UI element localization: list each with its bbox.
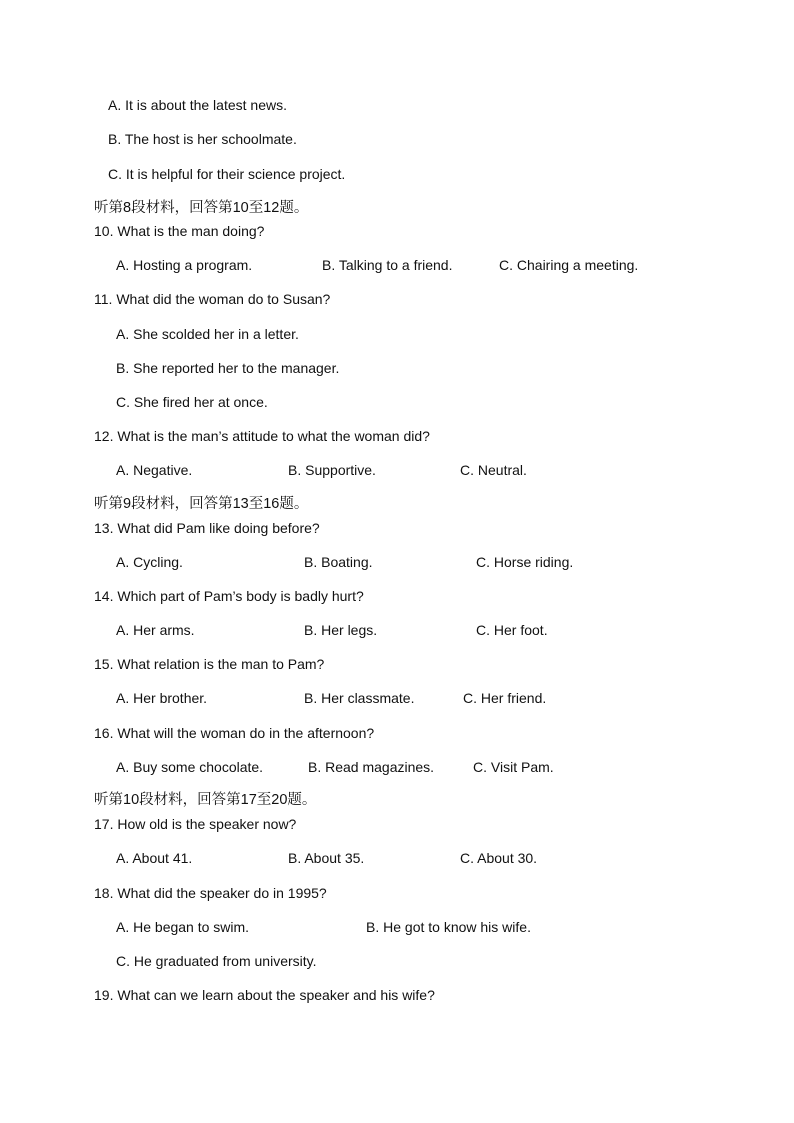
option-b: B. Talking to a friend.: [322, 257, 453, 273]
section-heading: 听第9段材料，回答第13至16题。: [94, 496, 309, 512]
question-19: 19. What can we learn about the speaker and his wife?: [94, 987, 435, 1003]
option-c: C. Neutral.: [460, 462, 527, 478]
question-17: 17. How old is the speaker now?: [94, 816, 297, 832]
option-a: A. Her brother.: [116, 690, 208, 706]
option-b: B. Her classmate.: [304, 690, 415, 706]
option-c: C. Horse riding.: [476, 554, 574, 570]
question-16: 16. What will the woman do in the afternoon?: [94, 725, 375, 741]
question-15: 15. What relation is the man to Pam?: [94, 656, 325, 672]
option-c: C. She fired her at once.: [116, 394, 268, 410]
option-a: A. Negative.: [116, 462, 193, 478]
question-13: 13. What did Pam like doing before?: [94, 520, 320, 536]
section-heading: 听第8段材料，回答第10至12题。: [94, 200, 309, 216]
option-a: A. Buy some chocolate.: [116, 759, 264, 775]
option-b: B. Her legs.: [304, 622, 378, 638]
option-c: C. Her foot.: [476, 622, 548, 638]
question-12: 12. What is the man’s attitude to what the woman did?: [94, 428, 430, 444]
option-c: C. Chairing a meeting.: [499, 257, 639, 273]
option-a: A. It is about the latest news.: [108, 97, 287, 113]
question-11: 11. What did the woman do to Susan?: [94, 291, 331, 307]
option-b: B. The host is her schoolmate.: [108, 131, 297, 147]
question-18: 18. What did the speaker do in 1995?: [94, 885, 327, 901]
question-10: 10. What is the man doing?: [94, 223, 265, 239]
option-b: B. Boating.: [304, 554, 373, 570]
question-14: 14. Which part of Pam’s body is badly hurt?: [94, 588, 364, 604]
option-c: C. About 30.: [460, 850, 538, 866]
option-b: B. Read magazines.: [308, 759, 435, 775]
option-b: B. About 35.: [288, 850, 365, 866]
option-c: C. Her friend.: [463, 690, 547, 706]
option-a: A. Hosting a program.: [116, 257, 253, 273]
option-b: B. She reported her to the manager.: [116, 360, 340, 376]
option-c: C. He graduated from university.: [116, 953, 317, 969]
option-a: A. Cycling.: [116, 554, 183, 570]
option-b: B. He got to know his wife.: [366, 919, 531, 935]
option-b: B. Supportive.: [288, 462, 376, 478]
option-c: C. It is helpful for their science project.: [108, 166, 346, 182]
option-a: A. Her arms.: [116, 622, 195, 638]
option-a: A. She scolded her in a letter.: [116, 326, 299, 342]
section-heading: 听第10段材料，回答第17至20题。: [94, 792, 317, 808]
option-c: C. Visit Pam.: [473, 759, 554, 775]
option-a: A. About 41.: [116, 850, 193, 866]
option-a: A. He began to swim.: [116, 919, 250, 935]
